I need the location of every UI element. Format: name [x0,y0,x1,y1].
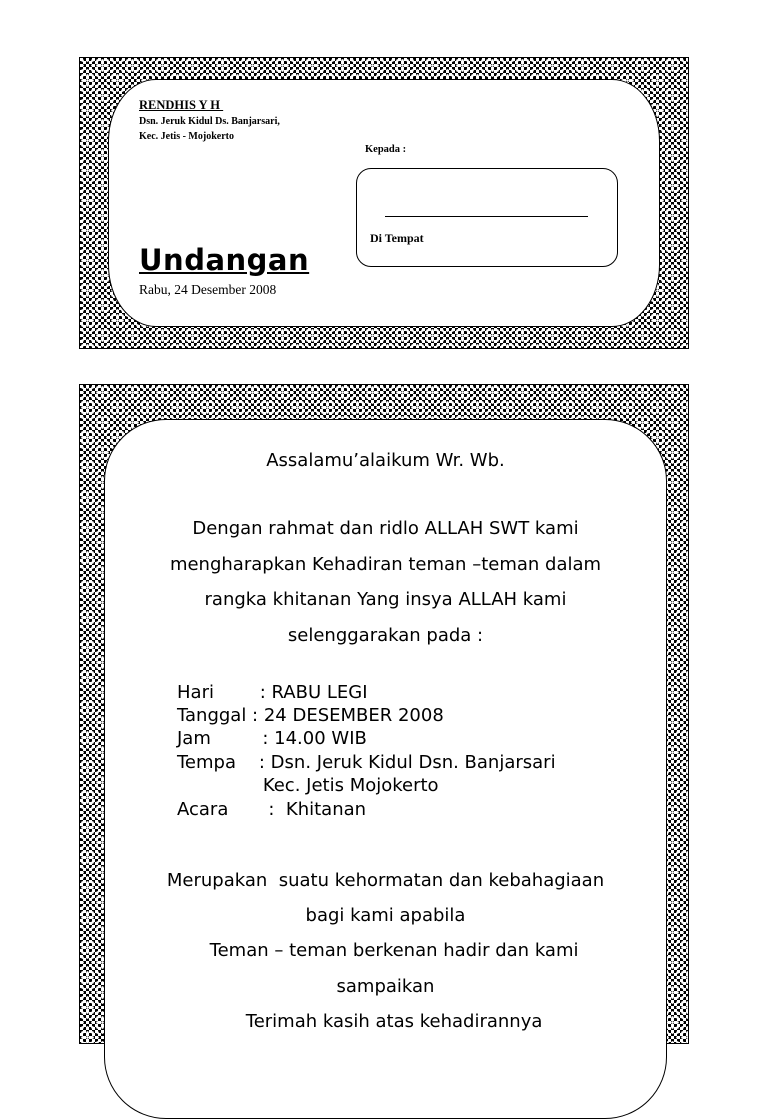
envelope-label-area [108,79,660,327]
recipient-place: Di Tempat [370,231,424,245]
closing-line: Terimah kasih atas kehadirannya [228,1011,543,1032]
greeting: Assalamu’alaikum Wr. Wb. [266,450,505,471]
detail-day: Hari : RABU LEGI [177,682,368,703]
closing-line: Teman – teman berkenan hadir dan kami [192,940,579,961]
closing-line: sampaikan [336,976,435,997]
invitation-card-body [104,419,667,1119]
invitation-title: Undangan [139,243,310,277]
recipient-box [356,168,618,267]
sender-address-line1: Dsn. Jeruk Kidul Ds. Banjarsari, [139,116,280,127]
intro-line: mengharapkan Kehadiran teman –teman dalam [169,554,602,575]
closing-line: Merupakan suatu kehormatan dan kebahagiaan [166,870,605,891]
detail-event: Acara : Khitanan [177,799,367,820]
closing-line: bagi kami apabila [305,905,466,926]
intro-line: rangka khitanan Yang insya ALLAH kami [204,589,567,610]
to-label: Kepada : [365,144,407,155]
detail-place: Tempa : Dsn. Jeruk Kidul Dsn. Banjarsari [177,752,556,773]
sender-address-line2: Kec. Jetis - Mojokerto [139,131,234,142]
detail-place-cont: Kec. Jetis Mojokerto [177,775,439,796]
intro-line: Dengan rahmat dan ridlo ALLAH SWT kami [192,518,579,539]
detail-date: Tanggal : 24 DESEMBER 2008 [177,705,444,726]
invitation-date: Rabu, 24 Desember 2008 [139,282,277,297]
intro-line: selenggarakan pada : [287,625,484,646]
invitation-card [79,384,689,1044]
sender-name: RENDHIS Y H [139,98,224,112]
detail-time: Jam : 14.00 WIB [177,728,367,749]
envelope-cover [79,57,689,349]
recipient-name-line [385,216,588,217]
